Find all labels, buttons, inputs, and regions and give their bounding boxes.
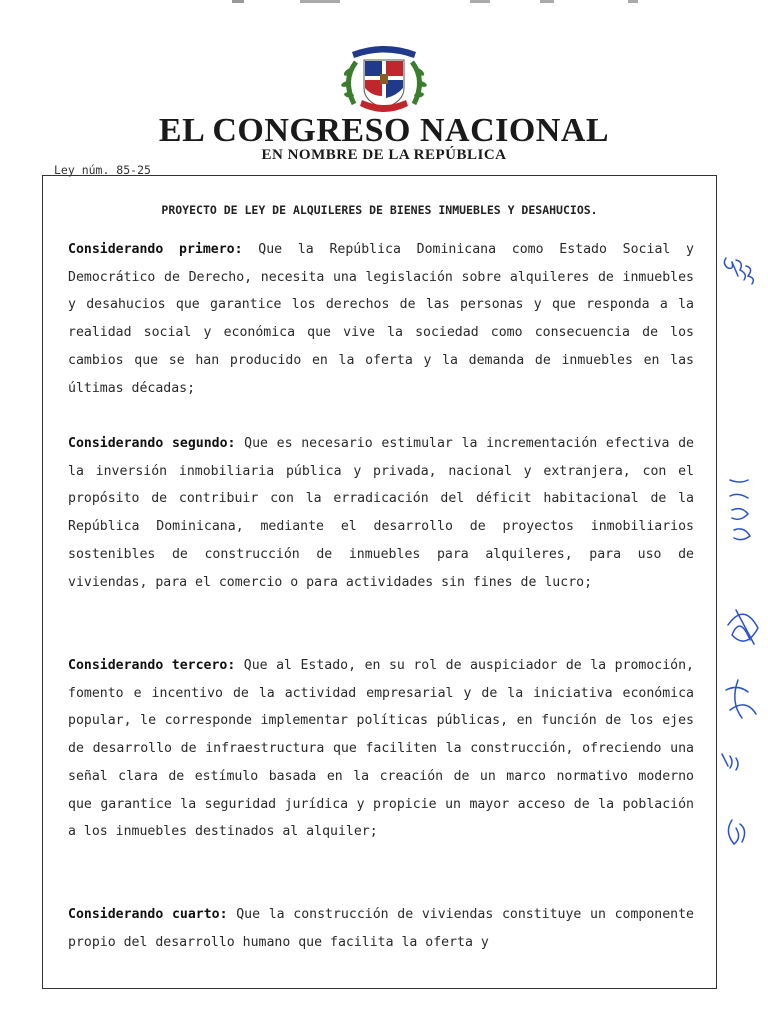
paragraph-label: Considerando cuarto: bbox=[68, 907, 228, 922]
paragraph-text: Que al Estado, en su rol de auspiciador de la promoción, fomento e incentivo de la actividad empresarial y de la iniciativa económica popular, le corresponde implementar políticas públicas, en función de los ejes de desarrollo de infraestructura que faciliten la construcción, ofreciendo una señal clara de estímulo basada en la creación de un marco normativo moderno que garantice la seguridad jurídica y propicie un mayor acceso de la población a los inmuebles destinados al alquiler; bbox=[68, 658, 694, 840]
law-number: Ley núm. 85-25 bbox=[54, 163, 151, 177]
handwritten-initials bbox=[718, 240, 768, 1000]
paragraph-label: Considerando tercero: bbox=[68, 658, 236, 673]
scan-artifacts bbox=[0, 0, 768, 10]
paragraph-considerando-primero bbox=[68, 236, 694, 402]
paragraph-label: Considerando primero: bbox=[68, 242, 243, 257]
header-title: EL CONGRESO NACIONAL bbox=[158, 112, 610, 149]
document-title: PROYECTO DE LEY DE ALQUILERES DE BIENES INMUEBLES Y DESAHUCIOS. bbox=[161, 203, 598, 217]
coat-of-arms-seal bbox=[334, 40, 434, 118]
paragraph-text: Que la República Dominicana como Estado Social y Democrático de Derecho, necesita una legislación sobre alquileres de inmuebles y desahucios que garantice los derechos de las personas y que responda a la realidad social y económica que vive la sociedad como consecuencia de los cambios que se han producido en la oferta y la demanda de inmuebles en las últimas décadas; bbox=[68, 242, 695, 396]
paragraph-considerando-cuarto bbox=[68, 901, 694, 956]
paragraph-text: Que la construcción de viviendas constituye un componente propio del desarrollo humano que facilita la oferta y bbox=[68, 907, 694, 950]
paragraph-text: Que es necesario estimular la incrementación efectiva de la inversión inmobiliaria pública y privada, nacional y extranjera, con el propósito de contribuir con la erradicación del déficit habitacional de la República Dominicana, mediante el desarrollo de proyectos inmobiliarios sostenibles de construcción de inmuebles para alquileres, para uso de viviendas, para el comercio o para actividades sin fines de lucro; bbox=[68, 436, 694, 590]
paragraph-considerando-segundo bbox=[68, 430, 694, 596]
header-subtitle: EN NOMBRE DE LA REPÚBLICA bbox=[261, 147, 507, 163]
paragraph-considerando-tercero bbox=[68, 652, 694, 846]
paragraph-label: Considerando segundo: bbox=[68, 436, 236, 451]
